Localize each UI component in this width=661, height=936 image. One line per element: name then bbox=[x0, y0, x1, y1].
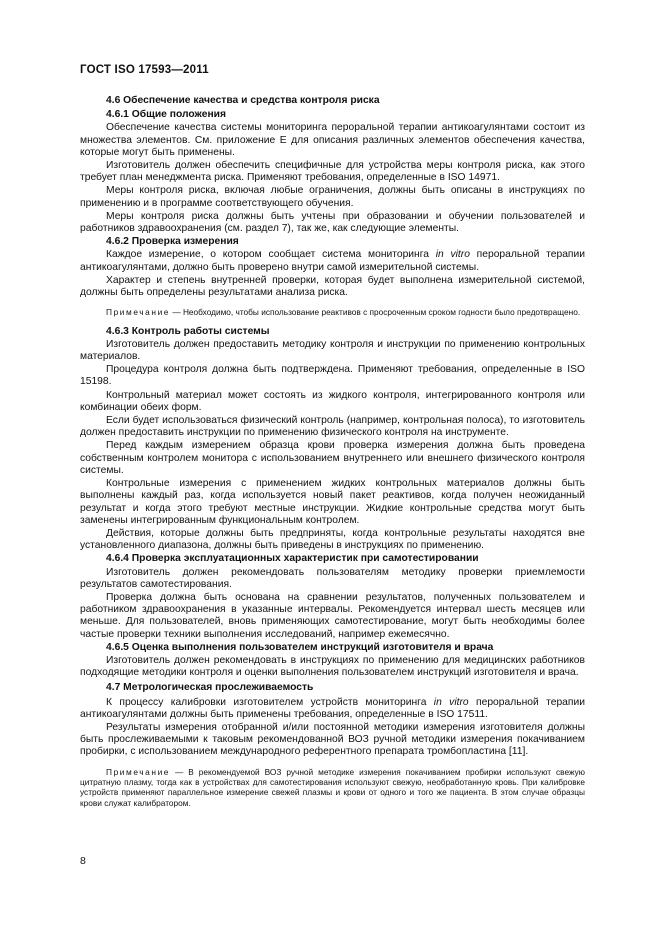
paragraph: Меры контроля риска должны быть учтены при образовании и обучении пользователей и работников здравоохранения (см. раздел 7), так же, как следующие элементы. bbox=[80, 210, 585, 235]
paragraph: Проверка должна быть основана на сравнении результатов, полученных пользователем и работником здравоохранения в указанные интервалы. Рекомендуется интервал шесть месяцев или меньше. Для пользователей, вновь применяющих самотестирование, могут быть необходимы более частые проверки техники выполнения исследований, например ежемесячно. bbox=[80, 591, 585, 640]
section-4-6-2-title: 4.6.2 Проверка измерения bbox=[106, 236, 239, 248]
paragraph: Изготовитель должен предоставить методику контроля и инструкции по применению контрольных материалов. bbox=[80, 338, 585, 363]
paragraph: Меры контроля риска, включая любые ограничения, должны быть описаны в инструкциях по применению и в программе соответствующего обучения. bbox=[80, 185, 585, 209]
paragraph: Результаты измерения отобранной и/или постоянной методики измерения изготовителя должны быть прослеживаемыми к таковым рекомендованной ВОЗ ручной методики измерения покачиванием пробирки, с использованием международного референтного препарата тромбопластина [11]. bbox=[80, 721, 585, 758]
note: Примечание — В рекомендуемой ВОЗ ручной методике измерения покачиванием пробирки используют свежую цитратную плазму, тогда как в устройствах для самотестирования используют свежую, необработанную кровь. При калибровке устройств применяют параллельное измерение свежей плазмы и крови от одного и того же пациента. В этом случае образцы крови служат калибратором. bbox=[80, 766, 585, 808]
paragraph: Контрольные измерения с применением жидких контрольных материалов должны быть выполнены каждый раз, когда используется новый пакет реактивов, когда получен неожиданный результат и когда этого требуют местные инструкции. Жидкие контрольные средства могут быть заменены интегрированным функциональным контролем. bbox=[80, 478, 585, 526]
section-4-6-title: 4.6 Обеспечение качества и средства контроля риска bbox=[106, 95, 380, 106]
paragraph: Действия, которые должны быть предприняты, когда контрольные результаты находятся вне установленного диапазона, должны быть приведены в инструкциях по применению. bbox=[80, 527, 585, 552]
paragraph: Характер и степень внутренней проверки, которая будет выполнена измерительной системой, должны быть определены результатами анализа риска. bbox=[80, 274, 585, 299]
page-number: 8 bbox=[80, 855, 86, 867]
document-body bbox=[80, 92, 585, 816]
section-4-6-1-title: 4.6.1 Общие положения bbox=[106, 109, 226, 121]
note: Примечание — Необходимо, чтобы использование реактивов с просроченным сроком годности было предотвращено. bbox=[106, 307, 581, 318]
paragraph: К процессу калибровки изготовителем устройств мониторинга in vitro пероральной терапии антикоагулянтами должны быть применены требования, определенные в ISO 17511. bbox=[80, 696, 585, 720]
paragraph: Перед каждым измерением образца крови проверка измерения должна быть проведена собственным контролем монитора с использованием внутреннего или внешнего физического контроля системы. bbox=[80, 440, 585, 476]
section-4-7-title: 4.7 Метрологическая прослеживаемость bbox=[106, 682, 314, 694]
section-4-6-5-title: 4.6.5 Оценка выполнения пользователем инструкций изготовителя и врача bbox=[106, 641, 494, 653]
paragraph: Контрольный материал может состоять из жидкого контроля, интегрированного контроля или комбинации обеих форм. bbox=[80, 389, 585, 413]
paragraph: Обеспечение качества системы мониторинга пероральной терапии антикоагулянтами состоит из множества элементов. См. приложение Е для описания различных элементов обеспечения качества, которые могут быть применены. bbox=[80, 122, 585, 158]
paragraph: Если будет использоваться физический контроль (например, контрольная полоса), то изготовитель должен предоставить инструкции по применению физического контроля на инструменте. bbox=[80, 415, 585, 439]
paragraph: Процедура контроля должна быть подтверждена. Применяют требования, определенные в ISO 15198. bbox=[80, 364, 585, 388]
paragraph: Изготовитель должен обеспечить специфичные для устройства меры контроля риска, как этого требует план менеджмента риска. Применяют требования, определенные в ISO 14971. bbox=[80, 160, 585, 184]
section-4-6-4-title: 4.6.4 Проверка эксплуатационных характеристик при самотестировании bbox=[106, 553, 479, 565]
paragraph: Изготовитель должен рекомендовать пользователям методику проверки приемлемости результатов самотестирования. bbox=[80, 566, 585, 590]
paragraph: Каждое измерение, о котором сообщает система мониторинга in vitro пероральной терапии антикоагулянтами, должно быть проверено внутри самой измерительной системы. bbox=[80, 249, 586, 273]
section-4-6-3-title: 4.6.3 Контроль работы системы bbox=[106, 325, 270, 337]
paragraph: Изготовитель должен рекомендовать в инструкциях по применению для медицинских работников подходящие методики контроля и оценки выполнения пользователем инструкций изготовителя и врача. bbox=[80, 654, 585, 679]
document-header: ГОСТ ISO 17593—2011 bbox=[80, 64, 209, 76]
